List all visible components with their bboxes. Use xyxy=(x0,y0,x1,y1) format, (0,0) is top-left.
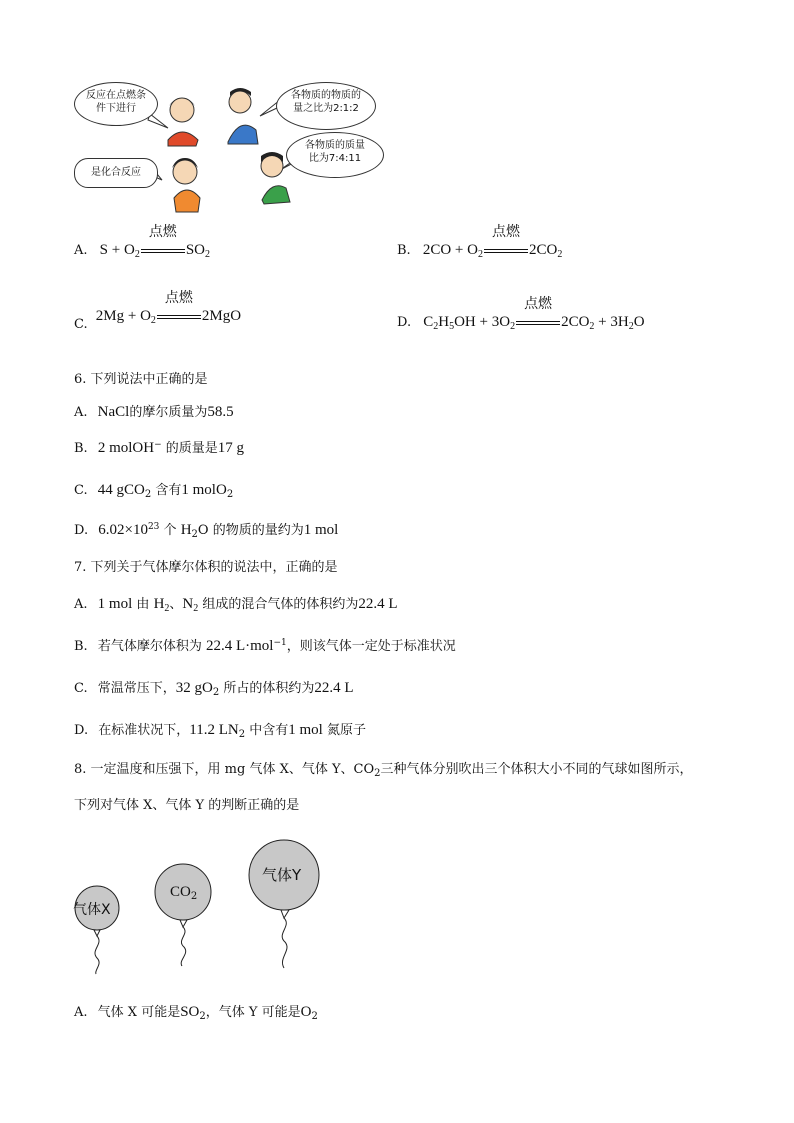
text: 由 xyxy=(136,597,150,612)
option-letter: B. xyxy=(74,639,88,654)
formula: NaCl xyxy=(97,404,130,420)
text: ，则该气体一定处于标准状况 xyxy=(286,639,456,654)
bubble2-text: 各物质的物质的量之比为2:1:2 xyxy=(291,90,361,114)
q8-stem-line2: 下列对气体 X、气体 Y 的判断正确的是 xyxy=(74,798,300,813)
exponent: 23 xyxy=(147,522,160,532)
text: 三种气体分别吹出三个体积大小不同的气球如图所示， xyxy=(380,762,693,777)
bubble1-text: 反应在点燃条件下进行 xyxy=(86,90,146,114)
option-letter: A. xyxy=(74,597,88,612)
q6-option-c: C. 44 gCO$_2$ 含有1 molO$_2$ xyxy=(74,482,234,500)
value: 58.5 xyxy=(207,404,234,420)
text: 气体X xyxy=(73,902,111,918)
q7-option-a: A. 1 mol 由 $H_2$、$N_2$ 组成的混合气体的体积约为22.4 L xyxy=(74,596,398,614)
text: 中含有 xyxy=(249,723,289,738)
text: 组成的混合气体的体积约为 xyxy=(202,597,359,612)
value: 11.2 LN xyxy=(189,722,239,738)
text: 所占的体积约为 xyxy=(223,681,315,696)
option-letter: D. xyxy=(397,315,412,330)
formula: O xyxy=(300,1004,312,1020)
formula: H xyxy=(180,522,192,538)
text: 气体Y xyxy=(262,866,302,884)
speech-bubble-mole-ratio xyxy=(276,82,376,130)
value: 17 g xyxy=(217,440,245,456)
text: O 的物质的量约为 xyxy=(197,523,304,538)
option-letter: A. xyxy=(74,405,88,420)
text: 在标准状况下， xyxy=(98,723,190,738)
q7-stem: 7. 下列关于气体摩尔体积的说法中，正确的是 xyxy=(74,560,338,575)
q7-option-d: D. 在标准状况下，11.2 $LN_2$ 中含有1 mol 氮原子 xyxy=(74,722,366,740)
q5-option-c: C. $2Mg + O_2$ 点燃 2MgO xyxy=(74,290,242,332)
text: CO xyxy=(170,884,191,900)
q8-stem-line1: 8. 一定温度和压强下，用 mg 气体 X、气体 Y、$CO_2$三种气体分别吹出三个体积大小不同的气球如图所示， xyxy=(74,762,693,779)
option-letter: A. xyxy=(74,1005,88,1020)
option-letter: D. xyxy=(74,723,89,738)
q6-option-a xyxy=(74,404,234,421)
text: 含有 xyxy=(155,483,182,498)
formula: 2 molOH xyxy=(97,440,155,456)
formula: 6.02×10 xyxy=(98,522,148,538)
formula: SO xyxy=(180,1004,200,1020)
option-letter: A. xyxy=(74,243,88,258)
option-letter: C. xyxy=(74,317,88,332)
q5-option-b: B. $2CO + O_2$ 点燃 $2CO_2$ xyxy=(397,224,563,260)
q7-option-b: B. 若气体摩尔体积为 22.4 L·mol$^{-1}$，则该气体一定处于标准状况 xyxy=(74,638,456,654)
option-letter: B. xyxy=(74,441,88,456)
condition-label: 点燃 xyxy=(164,290,193,306)
q6-stem: 6. 下列说法中正确的是 xyxy=(74,372,208,387)
bubble3-text: 各物质的质量比为7:4:11 xyxy=(305,140,365,164)
formula: 44 gCO xyxy=(97,482,145,498)
option-letter: D. xyxy=(74,523,89,538)
bubble4-text: 是化合反应 xyxy=(91,167,141,178)
text: 常温常压下， xyxy=(97,681,176,696)
q5-option-d: D. $C_2H_5OH + 3O_2$ 点燃 $2CO_2 + 3H_2O$ xyxy=(397,296,645,332)
value: 1 mol xyxy=(97,596,133,612)
value: 1 mol xyxy=(288,722,323,738)
value: 22.4 L xyxy=(314,680,354,696)
option-letter: C. xyxy=(74,483,88,498)
value: 1 molO xyxy=(181,482,227,498)
q6-option-b: B. 2 molOH− 的质量是17 g xyxy=(74,440,245,456)
balloon-x-label xyxy=(73,899,111,919)
text: 的质量是 xyxy=(165,441,218,456)
text: ，气体 Y 可能是 xyxy=(205,1005,301,1020)
balloon-y-label xyxy=(262,864,301,885)
speech-bubble-mass-ratio xyxy=(286,132,384,178)
text: 8. 一定温度和压强下，用 mg 气体 X、气体 Y、CO xyxy=(74,762,375,777)
text: 的摩尔质量为 xyxy=(129,405,208,420)
value: 22.4 L xyxy=(358,596,398,612)
option-letter: C. xyxy=(74,681,88,696)
condition-label: 点燃 xyxy=(524,296,553,312)
option-letter: B. xyxy=(397,243,411,258)
value: 1 mol xyxy=(303,522,339,538)
q8-option-a: A. 气体 X 可能是$SO_2$，气体 Y 可能是$O_2$ xyxy=(74,1004,318,1022)
text: 若气体摩尔体积为 xyxy=(97,639,202,654)
condition-label: 点燃 xyxy=(491,224,520,240)
text: 氮原子 xyxy=(326,723,366,738)
value: 22.4 L·mol xyxy=(205,638,274,654)
speech-bubble-combination xyxy=(74,158,158,188)
q7-option-c: C. 常温常压下，32 $gO_2$ 所占的体积约为22.4 L xyxy=(74,680,354,698)
condition-label: 点燃 xyxy=(148,224,177,240)
q6-option-d: D. $6.02\times 10^{23}$ 个 $H_2O$ 的物质的量约为1 mol xyxy=(74,522,339,540)
speech-bubble-reaction-condition xyxy=(74,82,158,126)
text: 气体 X 可能是 xyxy=(97,1005,181,1020)
value: 32 gO xyxy=(175,680,213,696)
text: 个 xyxy=(163,523,177,538)
q5-option-a: A. $S + O_2$ 点燃 $SO_2$ xyxy=(74,224,210,260)
balloon-co2-label: $CO_2$ xyxy=(170,884,198,902)
